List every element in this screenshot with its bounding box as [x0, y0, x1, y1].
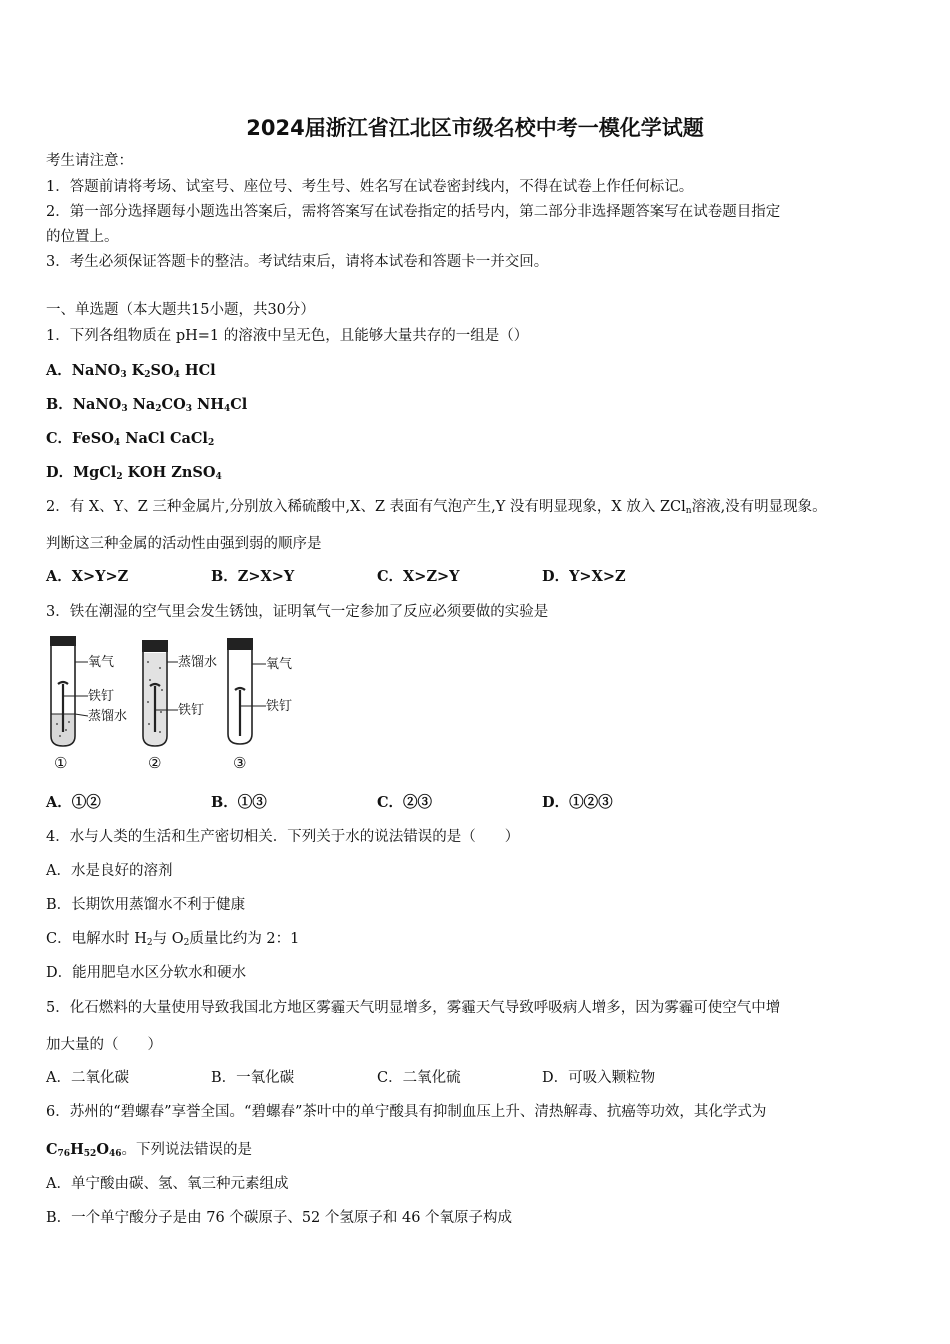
q4-option-c: [46, 929, 299, 949]
q3-option-c: C．②③: [377, 794, 433, 811]
subscript: 4: [173, 370, 180, 380]
formula-text: KOH ZnSO: [122, 464, 216, 481]
notice-item: 2．第一部分选择题每小题选出答案后，需将答案写在试卷指定的括号内，第二部分非选择题答案写在试卷题目指定: [46, 204, 781, 220]
label-nail: 铁钉: [266, 699, 293, 714]
notice-item: 的位置上。: [46, 229, 119, 245]
q1-option-a: [46, 361, 216, 381]
option-text: 与 O: [152, 931, 184, 947]
q4-option-d: D．能用肥皂水区分软水和硬水: [46, 965, 247, 981]
notice-item: 1．答题前请将考场、试室号、座位号、考生号、姓名写在试卷密封线内，不得在试卷上作任何标记。: [46, 179, 694, 195]
subscript: 4: [113, 438, 121, 448]
option-prefix: C．: [46, 430, 73, 447]
question-2-stem: [46, 497, 827, 517]
question-5-stem: 5．化石燃料的大量使用导致我国北方地区雾霾天气明显增多，雾霾天气导致呼吸病人增多，因为雾霾可使空气中增: [46, 1000, 781, 1016]
q1-option-c: [46, 429, 214, 449]
subscript: 4: [224, 404, 231, 414]
subscript: 2: [155, 404, 162, 414]
subscript: 52: [83, 1149, 97, 1159]
q2-option-a: A．X>Y>Z: [46, 568, 129, 585]
option-prefix: B．: [46, 396, 73, 413]
formula-text: CO: [161, 396, 186, 413]
q3-option-a: A．①②: [46, 794, 101, 811]
formula-text: NaNO: [71, 362, 121, 379]
formula-text: Na: [127, 396, 156, 413]
tube-number: ②: [148, 754, 162, 772]
test-tube-3: [227, 638, 292, 772]
q3-option-b: B．①③: [211, 794, 267, 811]
question-6-formula: [46, 1140, 252, 1160]
test-tube-2: [142, 640, 217, 772]
subscript: 3: [121, 404, 128, 414]
subscript: 4: [215, 472, 222, 482]
subscript: 2: [207, 438, 215, 448]
question-1-stem: 1．下列各组物质在 pH=1 的溶液中呈无色，且能够大量共存的一组是（）: [46, 328, 529, 344]
test-tube-1: [50, 636, 127, 772]
q1-option-d: [46, 463, 222, 483]
tube-number: ③: [233, 754, 247, 772]
notice-item: 3．考生必须保证答题卡的整洁。考试结束后，请将本试卷和答题卡一并交回。: [46, 254, 549, 270]
stem-text: 2．有 X、Y、Z 三种金属片,分别放入稀硫酸中,X、Z 表面有气泡产生,Y 没有明显现象，X 放入 ZCl: [46, 499, 686, 515]
subscript: n: [685, 506, 692, 516]
option-prefix: A．: [46, 362, 72, 379]
subscript: 3: [185, 404, 192, 414]
subscript: 46: [108, 1149, 122, 1159]
formula-text: O: [96, 1141, 109, 1158]
label-water: 蒸馏水: [88, 709, 128, 724]
question-3-stem: 3．铁在潮湿的空气里会发生锈蚀，证明氧气一定参加了反应必须要做的实验是: [46, 604, 549, 620]
q3-option-d: D．①②③: [542, 794, 613, 811]
question-2-stem-cont: 判断这三种金属的活动性由强到弱的顺序是: [46, 536, 322, 552]
section-heading: 一、单选题（本大题共15小题，共30分）: [46, 302, 315, 318]
option-prefix: D．: [46, 464, 74, 481]
formula-text: NH: [191, 396, 224, 413]
tube-number: ①: [54, 754, 68, 772]
formula-text: NaCl CaCl: [120, 430, 208, 447]
subscript: 3: [120, 370, 127, 380]
q5-option-d: D．可吸入颗粒物: [542, 1070, 656, 1086]
option-text: 质量比约为 2：1: [189, 931, 300, 947]
question-4-stem: 4．水与人类的生活和生产密切相关．下列关于水的说法错误的是（ ）: [46, 829, 520, 845]
formula-text: SO: [150, 362, 174, 379]
test-tube-figure: [44, 632, 314, 774]
subscript: 2: [146, 938, 153, 948]
q5-option-b: B．一氧化碳: [211, 1070, 295, 1086]
subscript: 76: [57, 1149, 71, 1159]
question-5-stem-cont: 加大量的（ ）: [46, 1037, 162, 1053]
q5-option-c: C．二氧化硫: [377, 1070, 461, 1086]
stem-text: 。下列说法错误的是: [121, 1142, 252, 1158]
formula-text: H: [70, 1141, 84, 1158]
q2-option-c: C．X>Z>Y: [377, 568, 460, 585]
stem-text: 溶液,没有明显现象。: [691, 499, 827, 515]
stopper-icon: [50, 636, 76, 646]
subscript: 2: [144, 370, 151, 380]
subscript: 2: [116, 472, 123, 482]
formula-text: Cl: [230, 396, 248, 413]
q2-option-b: B．Z>X>Y: [211, 568, 295, 585]
formula-text: K: [126, 362, 145, 379]
formula-text: FeSO: [72, 430, 114, 447]
stopper-icon: [227, 638, 253, 650]
stopper-icon: [142, 640, 168, 652]
label-water: 蒸馏水: [178, 655, 218, 670]
q4-option-b: B．长期饮用蒸馏水不利于健康: [46, 897, 246, 913]
notice-heading: 考生请注意：: [46, 153, 133, 169]
label-nail: 铁钉: [178, 703, 205, 718]
q1-option-b: [46, 395, 247, 415]
question-6-stem: 6．苏州的“碧螺春”享誉全国。“碧螺春”茶叶中的单宁酸具有抑制血压上升、清热解毒、抗癌等功效，其化学式为: [46, 1104, 767, 1120]
label-oxygen: 氧气: [266, 657, 293, 672]
subscript: 2: [183, 938, 190, 948]
formula-text: MgCl: [73, 464, 117, 481]
option-text: C．电解水时 H: [46, 931, 147, 947]
label-oxygen: 氧气: [88, 655, 115, 670]
page-title: 2024届浙江省江北区市级名校中考一模化学试题: [246, 116, 704, 140]
q6-option-a: A．单宁酸由碳、氢、氧三种元素组成: [46, 1176, 289, 1192]
q4-option-a: A．水是良好的溶剂: [46, 863, 173, 879]
q5-option-a: A．二氧化碳: [46, 1070, 129, 1086]
formula-text: C: [46, 1141, 58, 1158]
q6-option-b: B．一个单宁酸分子是由 76 个碳原子、52 个氢原子和 46 个氧原子构成: [46, 1210, 513, 1226]
label-nail: 铁钉: [88, 689, 115, 704]
q2-option-d: D．Y>X>Z: [542, 568, 626, 585]
formula-text: HCl: [179, 362, 216, 379]
formula-text: NaNO: [72, 396, 122, 413]
